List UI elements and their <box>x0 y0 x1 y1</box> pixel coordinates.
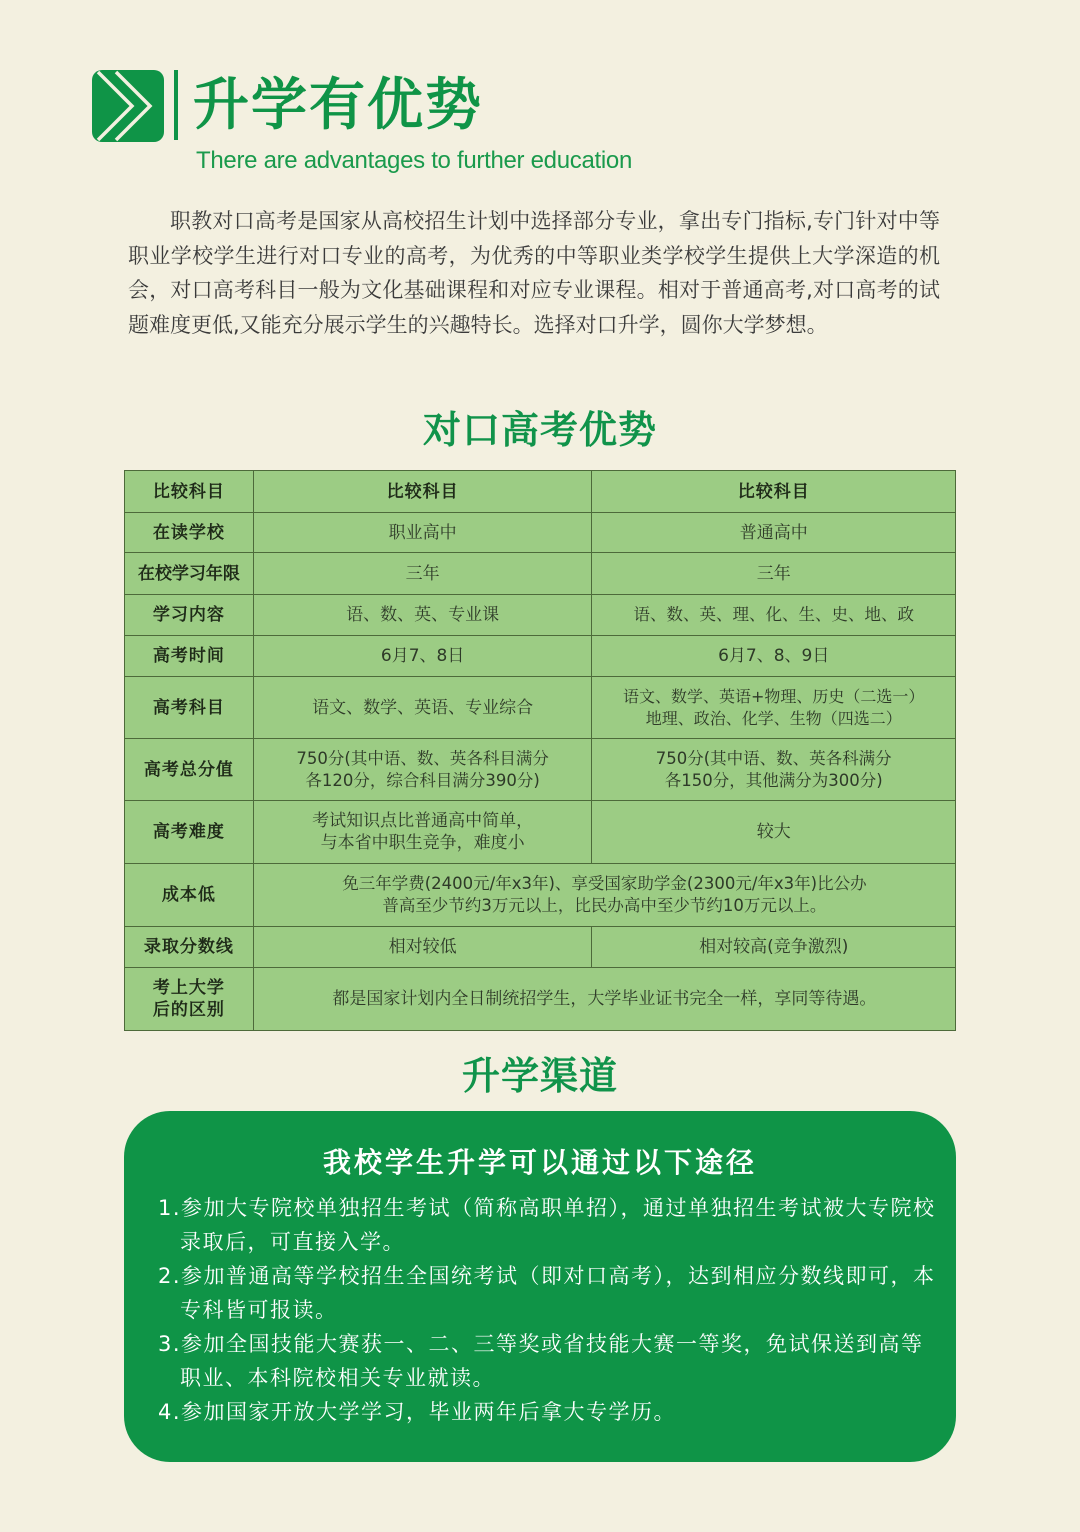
vocational-cell: 语文、数学、英语、专业综合 <box>253 677 592 739</box>
row-label: 成本低 <box>125 864 254 927</box>
vocational-cell: 6月7、8日 <box>253 636 592 677</box>
row-label-line: 后的区别 <box>152 1000 225 1020</box>
general-line: 750分(其中语、数、英各科满分 <box>655 748 892 768</box>
vocational-cell: 相对较低 <box>253 927 592 968</box>
channels-heading: 我校学生升学可以通过以下途径 <box>322 1146 757 1179</box>
table-row <box>125 513 956 553</box>
merged-cell <box>253 864 955 927</box>
vocational-line: 与本省中职生竞争，难度小 <box>320 833 525 853</box>
row-label: 高考难度 <box>125 801 254 864</box>
table-row <box>125 968 956 1031</box>
vocational-cell <box>253 801 592 864</box>
table-row <box>125 739 956 801</box>
intro-text <box>128 204 940 342</box>
vocational-cell: 语、数、英、专业课 <box>253 595 592 636</box>
list-item: 4.参加国家开放大学学习，毕业两年后拿大专学历。 <box>158 1400 677 1424</box>
general-line: 语文、数学、英语+物理、历史（二选一） <box>623 686 925 706</box>
general-cell: 语、数、英、理、化、生、史、地、政 <box>592 595 956 636</box>
vocational-line: 750分(其中语、数、英各科目满分 <box>296 748 549 768</box>
general-cell: 相对较高(竞争激烈) <box>592 927 956 968</box>
general-cell: 6月7、8、9日 <box>592 636 956 677</box>
vocational-line: 各120分，综合科目满分390分) <box>305 770 540 790</box>
channels-panel <box>124 1111 956 1462</box>
table-row <box>125 677 956 739</box>
general-line: 各150分，其他满分为300分) <box>664 770 883 790</box>
comparison-table <box>124 470 956 1031</box>
channels-title: 升学渠道 <box>461 1054 618 1098</box>
header-cell: 比较科目 <box>253 471 592 513</box>
general-cell <box>592 677 956 739</box>
channels-list <box>158 1191 938 1429</box>
vocational-line: 考试知识点比普通高中简单， <box>312 811 534 831</box>
page-subtitle: There are advantages to further education <box>196 147 632 174</box>
general-line: 地理、政治、化学、生物（四选二） <box>645 708 902 728</box>
general-cell: 较大 <box>592 801 956 864</box>
table-header-row <box>125 471 956 513</box>
row-label-line: 考上大学 <box>152 978 225 998</box>
intro-paragraph: 职教对口高考是国家从高校招生计划中选择部分专业，拿出专门指标,专门针对中等职业学校学生进行对口专业的高考，为优秀的中等职业类学校学生提供上大学深造的机会，对口高考科目一般为文化基础课程和对应专业课程。相对于普通高考,对口高考的试题难度更低,又能充分展示学生的兴趣特长。选择对口升学，圆你大学梦想。 <box>128 209 940 337</box>
double-chevron-right-icon <box>92 70 164 142</box>
merged-line: 普高至少节约3万元以上，比民办高中至少节约10万元以上。 <box>382 896 827 915</box>
comparison-title: 对口高考优势 <box>422 408 657 452</box>
vocational-cell <box>253 739 592 801</box>
row-label: 学习内容 <box>125 595 254 636</box>
list-item: 3.参加全国技能大赛获一、二、三等奖或省技能大赛一等奖，免试保送到高等职业、本科院校相关专业就读。 <box>158 1332 924 1390</box>
list-item: 1.参加大专院校单独招生考试（简称高职单招），通过单独招生考试被大专院校录取后，可直接入学。 <box>158 1196 936 1254</box>
header-cell: 比较科目 <box>125 471 254 513</box>
vocational-cell: 职业高中 <box>253 513 592 553</box>
table-row <box>125 864 956 927</box>
table-row <box>125 927 956 968</box>
row-label: 高考时间 <box>125 636 254 677</box>
general-cell <box>592 739 956 801</box>
row-label <box>125 968 254 1031</box>
row-label: 在校学习年限 <box>125 553 254 595</box>
header-divider <box>174 70 178 140</box>
merged-cell: 都是国家计划内全日制统招学生，大学毕业证书完全一样，享同等待遇。 <box>253 968 955 1031</box>
general-cell: 三年 <box>592 553 956 595</box>
table-row <box>125 801 956 864</box>
general-cell: 普通高中 <box>592 513 956 553</box>
table-row <box>125 595 956 636</box>
row-label: 高考总分值 <box>125 739 254 801</box>
row-label: 录取分数线 <box>125 927 254 968</box>
table-row <box>125 636 956 677</box>
header-cell: 比较科目 <box>592 471 956 513</box>
list-item: 2.参加普通高等学校招生全国统考试（即对口高考），达到相应分数线即可，本专科皆可报读。 <box>158 1264 936 1322</box>
page-title: 升学有优势 <box>193 73 483 138</box>
merged-line: 免三年学费(2400元/年x3年)、享受国家助学金(2300元/年x3年)比公办 <box>342 874 867 893</box>
row-label: 在读学校 <box>125 513 254 553</box>
vocational-cell: 三年 <box>253 553 592 595</box>
table-row <box>125 553 956 595</box>
row-label: 高考科目 <box>125 677 254 739</box>
